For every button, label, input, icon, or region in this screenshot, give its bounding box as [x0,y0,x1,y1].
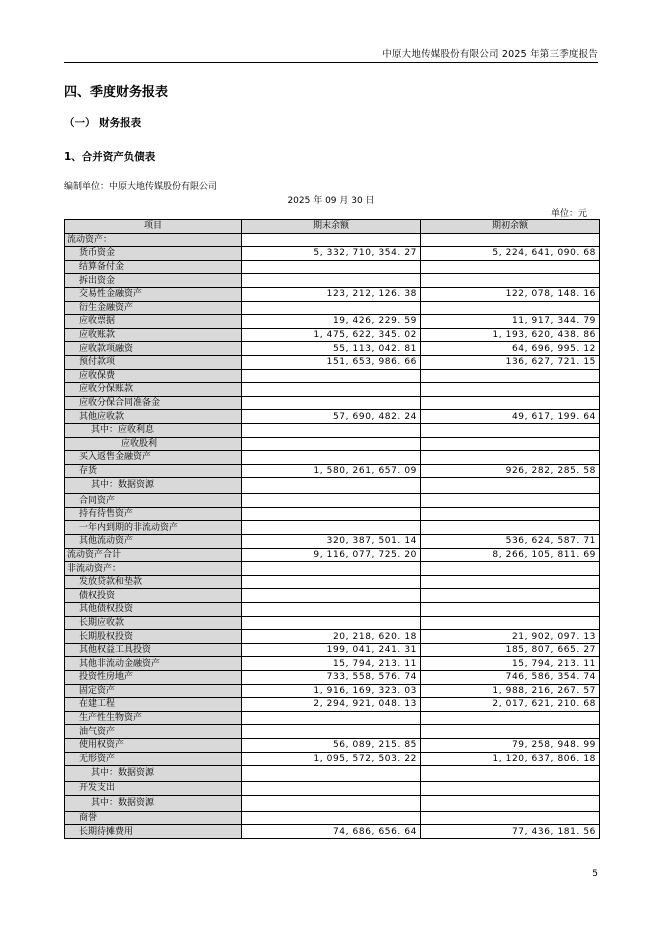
table-row [65,725,600,739]
table-row [65,671,600,685]
ending-balance-cell: 74, 686, 656. 64 [242,825,421,839]
opening-balance-cell: 746, 586, 354. 74 [421,671,600,685]
table-row [65,616,600,630]
opening-balance-cell [421,494,600,508]
ending-balance-cell: 320, 387, 501. 14 [242,535,421,549]
row-label: 其他流动资产 [65,535,242,549]
opening-balance-cell [421,437,600,451]
row-label: 长期股权投资 [65,630,242,644]
table-row [65,752,600,766]
ending-balance-cell [242,782,421,796]
ending-balance-cell [242,396,421,410]
table-row [65,575,600,589]
opening-balance-cell: 136, 627, 721. 15 [421,355,600,369]
page-header: 中原大地传媒股份有限公司 2025 年第三季度报告 [382,49,598,60]
table-row [65,643,600,657]
row-label: 应收分保合同准备金 [65,396,242,410]
ending-balance-cell [242,437,421,451]
ending-balance-cell [242,369,421,383]
ending-balance-cell: 151, 653, 986. 66 [242,355,421,369]
opening-balance-cell [421,301,600,315]
row-label: 应收票据 [65,315,242,329]
opening-balance-cell: 926, 282, 285. 58 [421,464,600,478]
opening-balance-cell [421,274,600,288]
column-header-opening-balance: 期初余额 [421,220,600,234]
ending-balance-cell: 15, 794, 213. 11 [242,657,421,671]
table-row [65,698,600,712]
table-row [65,396,600,410]
table-row [65,603,600,617]
opening-balance-cell [421,795,600,811]
table-row [65,589,600,603]
ending-balance-cell [242,711,421,725]
column-header-item: 项目 [65,220,242,234]
row-label: 其他债权投资 [65,603,242,617]
table-row [65,328,600,342]
table-row [65,451,600,465]
table-row [65,342,600,356]
balance-sheet-table [64,219,600,839]
opening-balance-cell: 49, 617, 199. 64 [421,410,600,424]
ending-balance-cell [242,451,421,465]
ending-balance-cell [242,274,421,288]
table-row [65,711,600,725]
ending-balance-cell: 199, 041, 241. 31 [242,643,421,657]
table-row [65,766,600,782]
column-header-ending-balance: 期末余额 [242,220,421,234]
table-row [65,795,600,811]
opening-balance-cell: 77, 436, 181. 56 [421,825,600,839]
table-row [65,410,600,424]
ending-balance-cell [242,616,421,630]
ending-balance-cell [242,589,421,603]
opening-balance-cell [421,260,600,274]
opening-balance-cell [421,233,600,247]
row-label: 无形资产 [65,752,242,766]
ending-balance-cell: 1, 916, 169, 323. 03 [242,684,421,698]
opening-balance-cell [421,369,600,383]
row-label: 应收款项融资 [65,342,242,356]
row-label: 应收分保账款 [65,383,242,397]
ending-balance-cell [242,725,421,739]
table-row [65,738,600,752]
row-label: 固定资产 [65,684,242,698]
table-row [65,535,600,549]
row-label: 其他非流动金融资产 [65,657,242,671]
currency-unit: 单位：元 [550,209,587,219]
table-row [65,247,600,261]
ending-balance-cell [242,507,421,521]
ending-balance-cell [242,423,421,437]
row-label: 生产性生物资产 [65,711,242,725]
row-label: 油气资产 [65,725,242,739]
table-row [65,562,600,576]
row-label: 其中：数据资源 [65,478,242,494]
row-label: 流动资产： [65,233,242,247]
row-label: 使用权资产 [65,738,242,752]
opening-balance-cell: 536, 624, 587. 71 [421,535,600,549]
table-row [65,274,600,288]
ending-balance-cell [242,233,421,247]
ending-balance-cell: 57, 690, 482. 24 [242,410,421,424]
statement-date: 2025 年 09 月 30 日 [287,196,375,206]
opening-balance-cell [421,383,600,397]
row-label: 存货 [65,464,242,478]
table-row [65,233,600,247]
row-label: 非流动资产： [65,562,242,576]
table-row [65,782,600,796]
row-label: 应收保费 [65,369,242,383]
row-label: 交易性金融资产 [65,287,242,301]
table-row [65,287,600,301]
opening-balance-cell: 1, 193, 620, 438. 86 [421,328,600,342]
ending-balance-cell [242,795,421,811]
row-label: 发放贷款和垫款 [65,575,242,589]
opening-balance-cell: 15, 794, 213. 11 [421,657,600,671]
ending-balance-cell [242,260,421,274]
ending-balance-cell: 1, 095, 572, 503. 22 [242,752,421,766]
ending-balance-cell: 2, 294, 921, 048. 13 [242,698,421,712]
table-row [65,548,600,562]
table-row [65,507,600,521]
opening-balance-cell [421,396,600,410]
ending-balance-cell [242,494,421,508]
table-row [65,464,600,478]
row-label: 长期应收款 [65,616,242,630]
table-row [65,369,600,383]
ending-balance-cell: 5, 332, 710, 354. 27 [242,247,421,261]
row-label: 一年内到期的非流动资产 [65,521,242,535]
opening-balance-cell [421,766,600,782]
ending-balance-cell: 55, 113, 042. 81 [242,342,421,356]
table-row [65,437,600,451]
table-row [65,825,600,839]
opening-balance-cell [421,711,600,725]
opening-balance-cell: 64, 696, 995. 12 [421,342,600,356]
row-label: 货币资金 [65,247,242,261]
table-row [65,811,600,825]
row-label: 买入返售金融资产 [65,451,242,465]
row-label: 结算备付金 [65,260,242,274]
row-label: 债权投资 [65,589,242,603]
row-label: 其中：数据资源 [65,795,242,811]
row-label: 其中：应收利息 [65,423,242,437]
opening-balance-cell: 185, 807, 665. 27 [421,643,600,657]
row-label: 投资性房地产 [65,671,242,685]
table-row [65,423,600,437]
compiler-label: 编制单位：中原大地传媒股份有限公司 [64,182,218,192]
row-label: 商誉 [65,811,242,825]
ending-balance-cell [242,478,421,494]
ending-balance-cell: 1, 580, 261, 657. 09 [242,464,421,478]
table-row [65,494,600,508]
table-row [65,478,600,494]
table-row [65,657,600,671]
opening-balance-cell: 122, 078, 148. 16 [421,287,600,301]
row-label: 流动资产合计 [65,548,242,562]
statement-title: 1、合并资产负债表 [64,151,156,163]
ending-balance-cell [242,562,421,576]
opening-balance-cell: 5, 224, 641, 090. 68 [421,247,600,261]
page-number: 5 [592,869,598,879]
ending-balance-cell: 733, 558, 576. 74 [242,671,421,685]
table-row [65,521,600,535]
row-label: 持有待售资产 [65,507,242,521]
table-row [65,355,600,369]
table-body [65,233,600,838]
row-label: 合同资产 [65,494,242,508]
subsection-heading: （一） 财务报表 [64,117,142,129]
opening-balance-cell: 8, 266, 105, 811. 69 [421,548,600,562]
opening-balance-cell [421,562,600,576]
opening-balance-cell [421,575,600,589]
opening-balance-cell [421,478,600,494]
ending-balance-cell [242,521,421,535]
opening-balance-cell [421,725,600,739]
ending-balance-cell: 19, 426, 229. 59 [242,315,421,329]
row-label: 开发支出 [65,782,242,796]
ending-balance-cell [242,383,421,397]
ending-balance-cell [242,811,421,825]
opening-balance-cell [421,451,600,465]
table-row [65,301,600,315]
table-row [65,684,600,698]
row-label: 衍生金融资产 [65,301,242,315]
table-row [65,315,600,329]
row-label: 应收股利 [65,437,242,451]
opening-balance-cell: 79, 258, 948. 99 [421,738,600,752]
opening-balance-cell [421,616,600,630]
ending-balance-cell [242,766,421,782]
row-label: 拆出资金 [65,274,242,288]
opening-balance-cell: 11, 917, 344. 79 [421,315,600,329]
opening-balance-cell [421,521,600,535]
table-row [65,260,600,274]
ending-balance-cell: 20, 218, 620. 18 [242,630,421,644]
ending-balance-cell [242,301,421,315]
row-label: 其他权益工具投资 [65,643,242,657]
table-row [65,630,600,644]
opening-balance-cell [421,782,600,796]
opening-balance-cell: 1, 120, 637, 806. 18 [421,752,600,766]
row-label: 其他应收款 [65,410,242,424]
row-label: 在建工程 [65,698,242,712]
table-header-row [65,220,600,234]
ending-balance-cell: 9, 116, 077, 725. 20 [242,548,421,562]
opening-balance-cell [421,589,600,603]
opening-balance-cell [421,811,600,825]
header-divider [64,62,598,63]
table-row [65,383,600,397]
opening-balance-cell: 21, 902, 097. 13 [421,630,600,644]
section-heading: 四、季度财务报表 [64,85,169,100]
opening-balance-cell [421,423,600,437]
ending-balance-cell [242,603,421,617]
opening-balance-cell [421,507,600,521]
row-label: 长期待摊费用 [65,825,242,839]
ending-balance-cell: 56, 089, 215. 85 [242,738,421,752]
opening-balance-cell: 2, 017, 621, 210. 68 [421,698,600,712]
opening-balance-cell: 1, 988, 216, 267. 57 [421,684,600,698]
ending-balance-cell [242,575,421,589]
opening-balance-cell [421,603,600,617]
row-label: 预付款项 [65,355,242,369]
ending-balance-cell: 1, 475, 622, 345. 02 [242,328,421,342]
row-label: 其中：数据资源 [65,766,242,782]
row-label: 应收账款 [65,328,242,342]
ending-balance-cell: 123, 212, 126. 38 [242,287,421,301]
